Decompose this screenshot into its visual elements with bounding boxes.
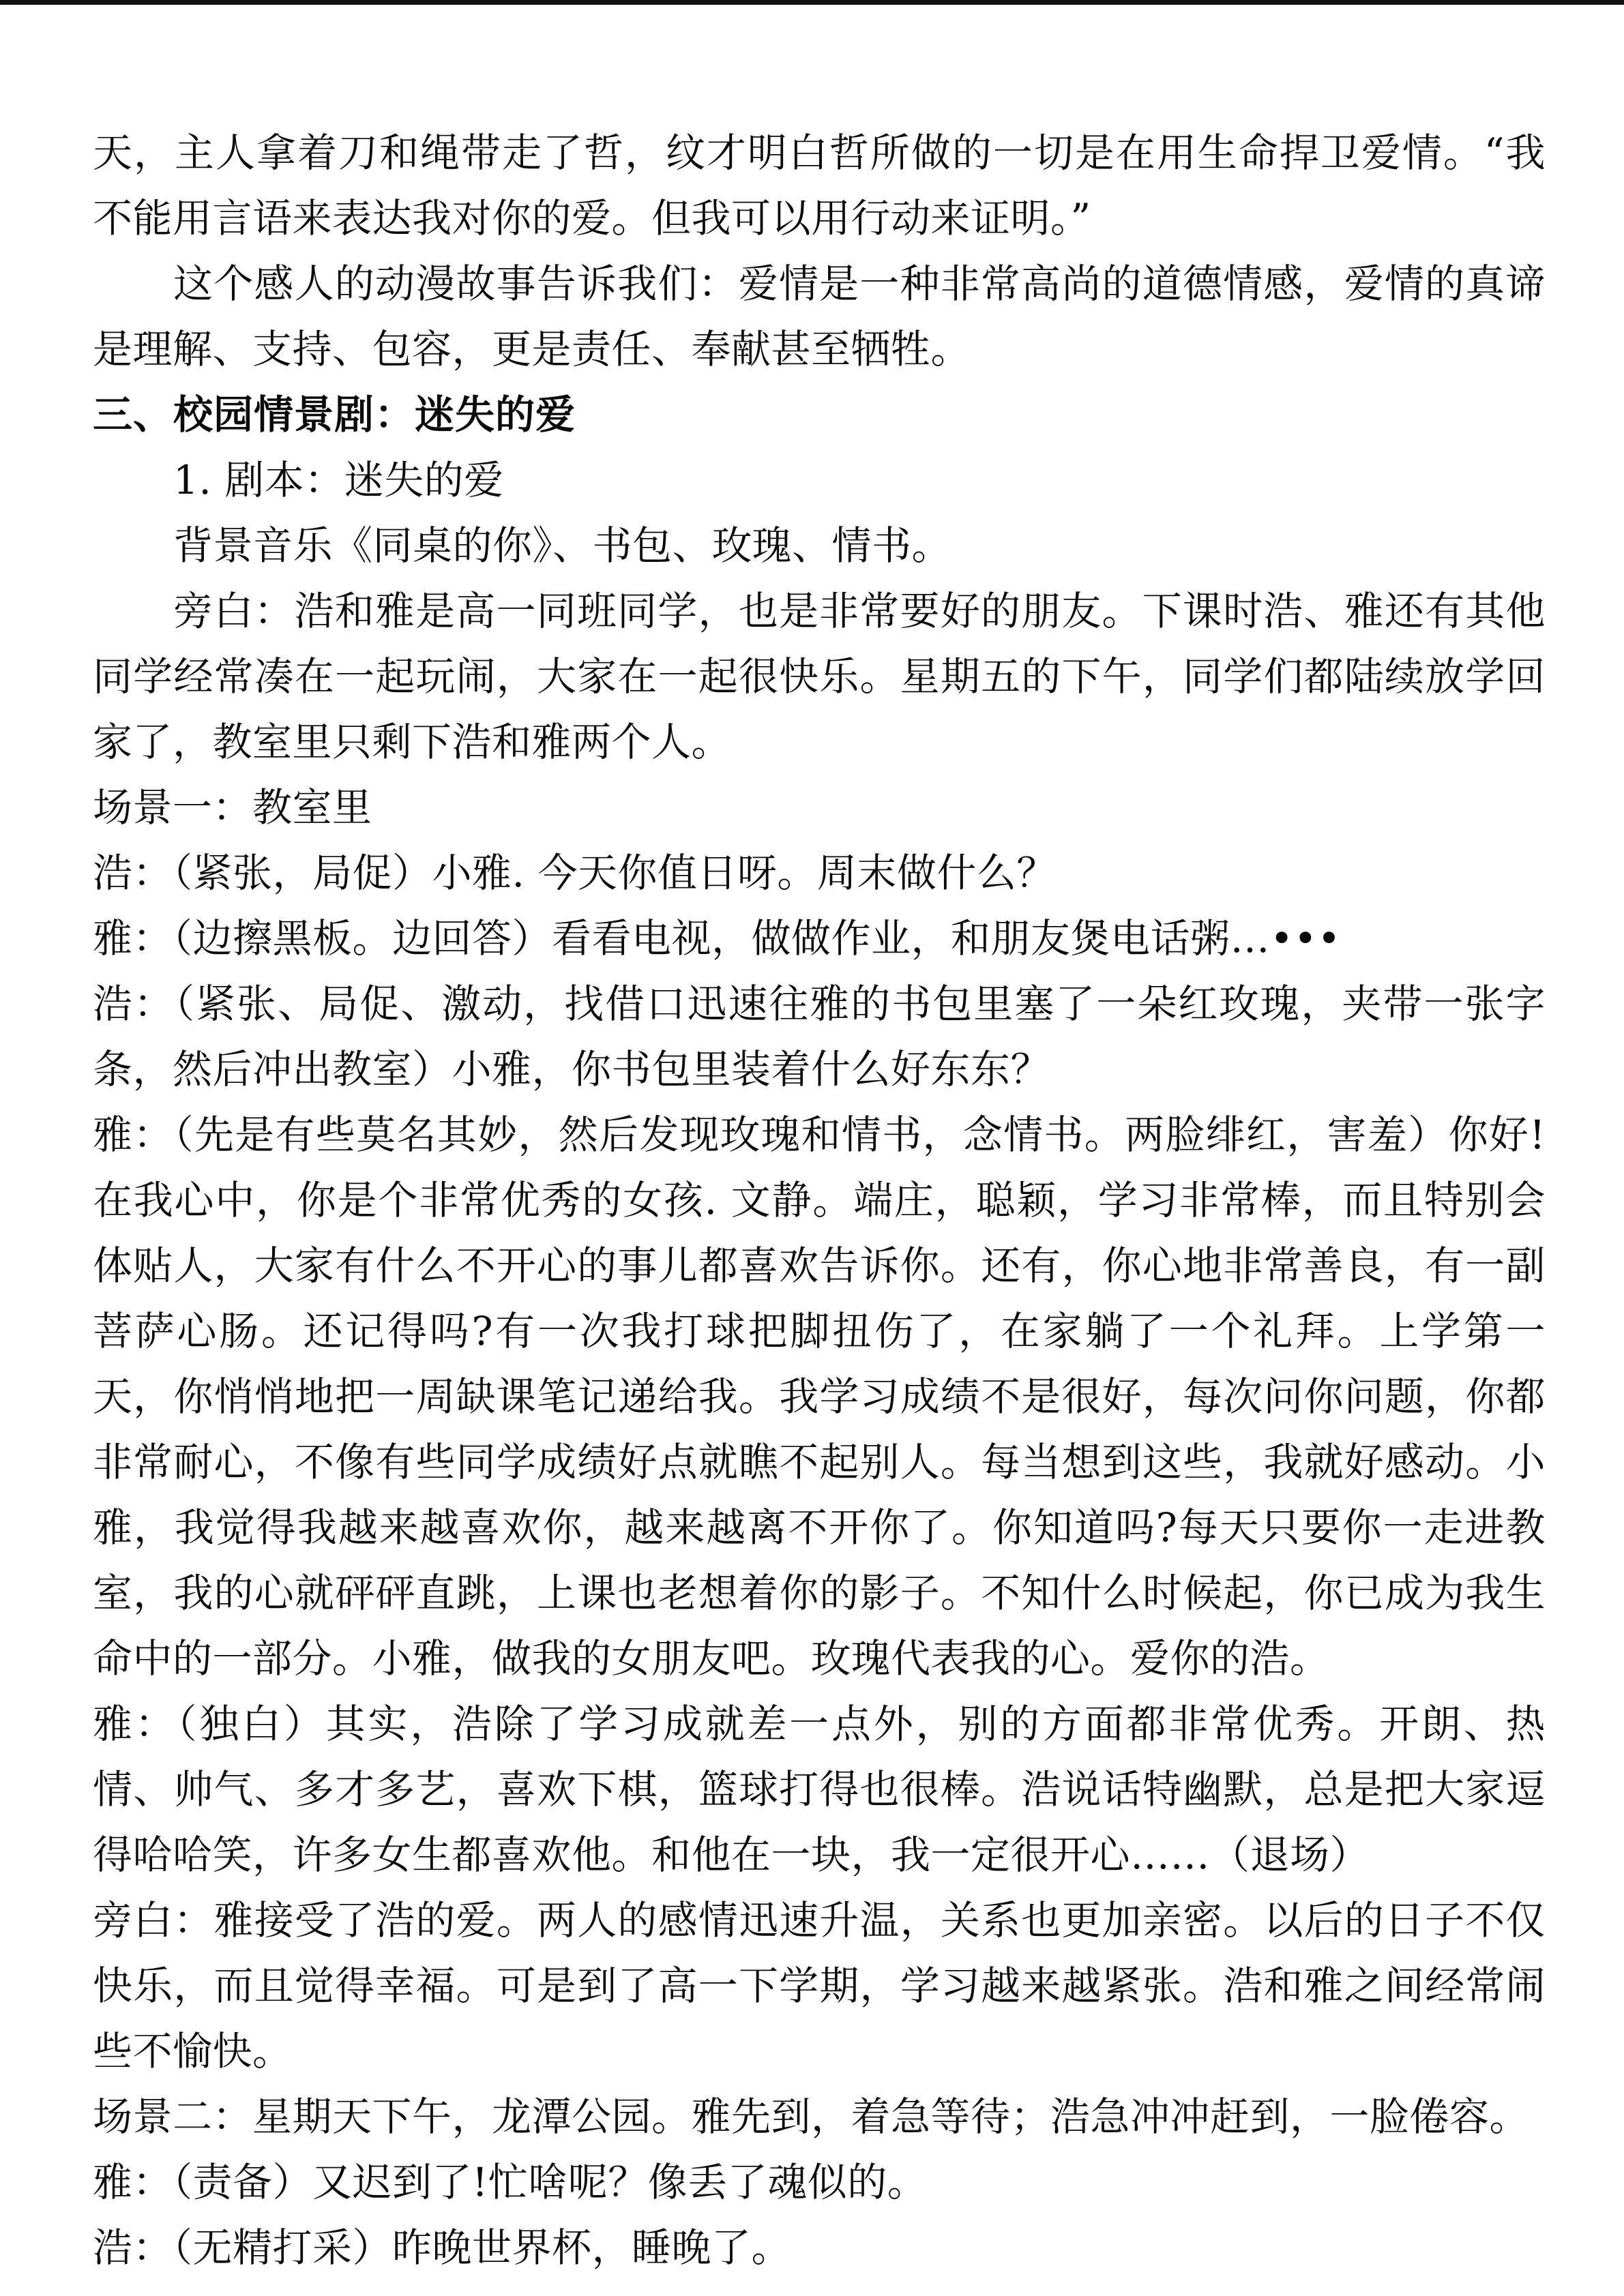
paragraph-props: 背景音乐《同桌的你》、书包、玫瑰、情书。: [173, 522, 952, 569]
paragraph-ya-line-1: 雅：（边擦黑板。边回答）看看电视，做做作业，和朋友煲电话粥…•••: [93, 915, 1342, 961]
paragraph-anime-story-moral: 这个感人的动漫故事告诉我们：爱情是一种非常高尚的道德情感，爱情的真谛是理解、支持、包容，更是责任、奉献甚至牺牲。: [93, 260, 1546, 372]
paragraph-ya-line-3: 雅：（独白）其实，浩除了学习成就差一点外，别的方面都非常优秀。开朗、热情、帅气、多才多艺，喜欢下棋，篮球打得也很棒。浩说话特幽默，总是把大家逗得哈哈笑，许多女生都喜欢他。和他在一块，我一定很开心……（退场）: [93, 1701, 1546, 1878]
section-heading-campus-drama: 三、校园情景剧：迷失的爱: [93, 391, 576, 438]
paragraph-narration-2: 旁白：雅接受了浩的爱。两人的感情迅速升温，关系也更加亲密。以后的日子不仅快乐，而且觉得幸福。可是到了高一下学期，学习越来越紧张。浩和雅之间经常闹些不愉快。: [93, 1897, 1546, 2074]
paragraph-scene-1: 场景一：教室里: [93, 784, 372, 831]
paragraph-narration-1: 旁白：浩和雅是高一同班同学，也是非常要好的朋友。下课时浩、雅还有其他同学经常凑在一起玩闹，大家在一起很快乐。星期五的下午，同学们都陆续放学回家了，教室里只剩下浩和雅两个人。: [93, 588, 1546, 765]
paragraph-ya-line-4: 雅：（责备）又迟到了!忙啥呢？像丢了魂似的。: [93, 2159, 928, 2205]
paragraph-scene-2: 场景二：星期天下午，龙潭公园。雅先到，着急等待；浩急冲冲赶到，一脸倦容。: [93, 2093, 1530, 2140]
paragraph-ya-line-2: 雅：（先是有些莫名其妙，然后发现玫瑰和情书，念情书。两脸绯红，害羞）你好!在我心中，你是个非常优秀的女孩. 文静。端庄，聪颖，学习非常棒，而且特别会体贴人，大家有什么不开心的事儿都喜欢告诉你。还有，你心地非常善良，有一副菩萨心肠。还记得吗?有一次我打球把脚扭伤了，在家躺了一个礼拜。上学第一天，你悄悄地把一周缺课笔记递给我。我学习成绩不是很好，每次问你问题，你都非常耐心，不像有些同学成绩好点就瞧不起别人。每当想到这些，我就好感动。小雅，我觉得我越来越喜欢你，越来越离不开你了。你知道吗?每天只要你一走进教室，我的心就砰砰直跳，上课也老想着你的影子。不知什么时候起，你已成为我生命中的一部分。小雅，做我的女朋友吧。玫瑰代表我的心。爱你的浩。: [93, 1112, 1546, 1682]
page-top-rule: [0, 0, 1624, 5]
document-text-body: [93, 120, 1546, 2280]
paragraph-hao-line-3: 浩：（无精打采）昨晚世界杯，睡晚了。: [93, 2224, 792, 2271]
paragraph-hao-line-2: 浩：（紧张、局促、激动，找借口迅速往雅的书包里塞了一朵红玫瑰，夹带一张字条，然后冲出教室）小雅，你书包里装着什么好东东？: [93, 981, 1546, 1092]
paragraph-anime-story-cont: 天，主人拿着刀和绳带走了哲，纹才明白哲所做的一切是在用生命捍卫爱情。“我不能用言语来表达我对你的爱。但我可以用行动来证明。”: [93, 130, 1546, 241]
paragraph-hao-line-1: 浩：（紧张，局促）小雅. 今天你值日呀。周末做什么？: [93, 850, 1057, 896]
paragraph-item-1-script: 1. 剧本：迷失的爱: [173, 457, 504, 503]
